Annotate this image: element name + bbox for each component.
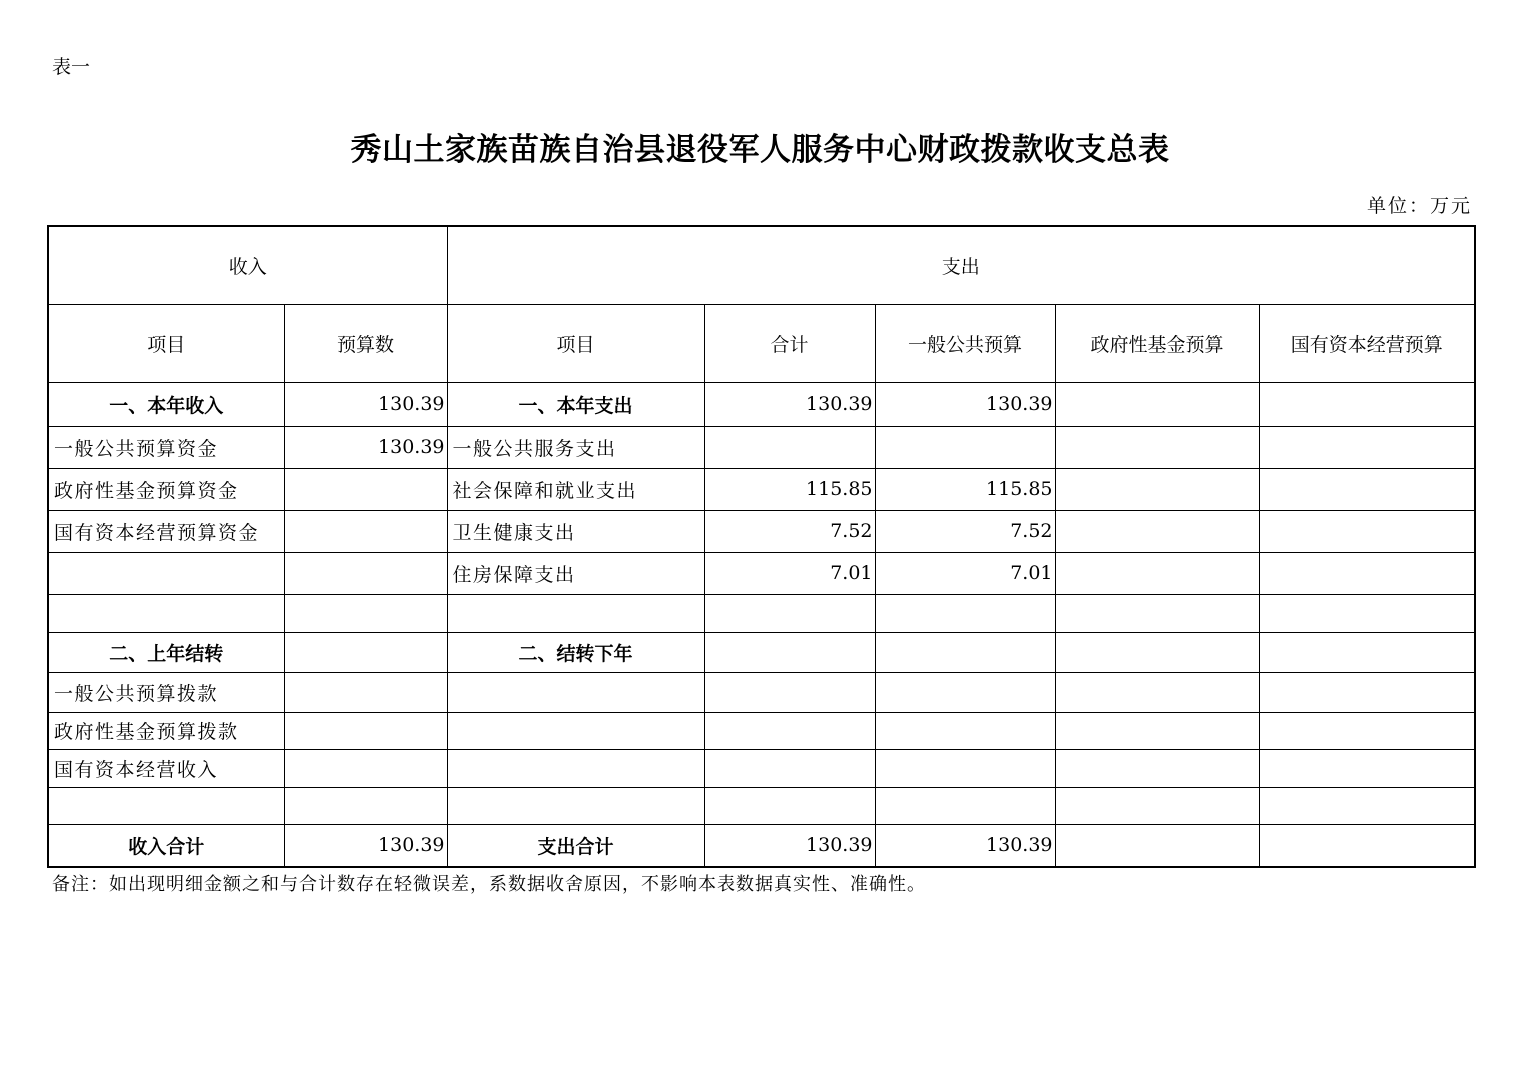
income-item-cell: 二、上年结转 <box>48 632 284 672</box>
column-header: 一般公共预算 <box>875 304 1055 382</box>
amount-cell: 7.01 <box>704 552 875 594</box>
income-item-cell: 一般公共预算拨款 <box>48 672 284 712</box>
amount-cell <box>284 787 447 824</box>
expense-group-header: 支出 <box>447 226 1475 304</box>
expense-item-cell: 二、结转下年 <box>447 632 704 672</box>
amount-cell <box>1055 594 1259 632</box>
table-row <box>48 672 1475 712</box>
amount-cell <box>1055 749 1259 787</box>
amount-cell <box>875 632 1055 672</box>
amount-cell <box>284 712 447 749</box>
amount-cell <box>1055 787 1259 824</box>
amount-cell <box>704 712 875 749</box>
income-item-cell: 收入合计 <box>48 824 284 867</box>
amount-cell: 130.39 <box>875 382 1055 426</box>
table-row <box>48 552 1475 594</box>
expense-item-cell: 住房保障支出 <box>447 552 704 594</box>
amount-cell: 130.39 <box>704 824 875 867</box>
column-header: 项目 <box>48 304 284 382</box>
table-row <box>48 594 1475 632</box>
amount-cell <box>875 672 1055 712</box>
income-group-header: 收入 <box>48 226 447 304</box>
amount-cell <box>1259 787 1475 824</box>
table-row <box>48 824 1475 867</box>
footnote: 备注：如出现明细金额之和与合计数存在轻微误差，系数据收舍原因，不影响本表数据真实性、准确性。 <box>52 874 926 895</box>
amount-cell <box>1259 594 1475 632</box>
amount-cell <box>875 787 1055 824</box>
expense-item-cell: 一般公共服务支出 <box>447 426 704 468</box>
amount-cell <box>704 787 875 824</box>
income-item-cell: 一、本年收入 <box>48 382 284 426</box>
income-item-cell: 一般公共预算资金 <box>48 426 284 468</box>
amount-cell <box>704 672 875 712</box>
amount-cell <box>284 632 447 672</box>
column-header: 合计 <box>704 304 875 382</box>
amount-cell: 115.85 <box>875 468 1055 510</box>
amount-cell <box>1259 468 1475 510</box>
amount-cell: 130.39 <box>284 426 447 468</box>
amount-cell: 7.01 <box>875 552 1055 594</box>
amount-cell: 115.85 <box>704 468 875 510</box>
income-item-cell: 政府性基金预算拨款 <box>48 712 284 749</box>
amount-cell <box>284 468 447 510</box>
amount-cell <box>875 594 1055 632</box>
amount-cell <box>875 749 1055 787</box>
amount-cell <box>1055 426 1259 468</box>
table-row <box>48 468 1475 510</box>
amount-cell <box>1055 552 1259 594</box>
amount-cell: 130.39 <box>284 382 447 426</box>
amount-cell <box>704 594 875 632</box>
amount-cell <box>1055 468 1259 510</box>
amount-cell <box>704 632 875 672</box>
expense-item-cell: 卫生健康支出 <box>447 510 704 552</box>
income-item-cell: 国有资本经营收入 <box>48 749 284 787</box>
amount-cell <box>704 426 875 468</box>
page-label: 表一 <box>52 56 91 78</box>
amount-cell <box>1055 712 1259 749</box>
amount-cell <box>1055 824 1259 867</box>
amount-cell <box>875 712 1055 749</box>
income-item-cell <box>48 787 284 824</box>
amount-cell <box>284 594 447 632</box>
amount-cell <box>1259 382 1475 426</box>
amount-cell <box>1259 426 1475 468</box>
amount-cell <box>1055 510 1259 552</box>
column-header: 预算数 <box>284 304 447 382</box>
amount-cell <box>1259 552 1475 594</box>
amount-cell <box>284 510 447 552</box>
amount-cell <box>284 749 447 787</box>
expense-item-cell <box>447 749 704 787</box>
expense-item-cell: 支出合计 <box>447 824 704 867</box>
amount-cell <box>284 672 447 712</box>
income-item-cell <box>48 594 284 632</box>
fiscal-summary-table <box>47 225 1476 868</box>
table-row <box>48 632 1475 672</box>
amount-cell: 130.39 <box>875 824 1055 867</box>
amount-cell <box>1259 672 1475 712</box>
table-row <box>48 426 1475 468</box>
expense-item-cell: 社会保障和就业支出 <box>447 468 704 510</box>
amount-cell <box>1259 510 1475 552</box>
table-row <box>48 749 1475 787</box>
table-row <box>48 382 1475 426</box>
amount-cell <box>1055 672 1259 712</box>
amount-cell <box>1055 382 1259 426</box>
amount-cell <box>1259 632 1475 672</box>
income-item-cell <box>48 552 284 594</box>
table-row <box>48 787 1475 824</box>
amount-cell <box>1259 712 1475 749</box>
amount-cell: 7.52 <box>875 510 1055 552</box>
income-item-cell: 国有资本经营预算资金 <box>48 510 284 552</box>
table-row <box>48 510 1475 552</box>
amount-cell <box>1259 749 1475 787</box>
column-header-row <box>48 304 1475 382</box>
income-item-cell: 政府性基金预算资金 <box>48 468 284 510</box>
group-header-row <box>48 226 1475 304</box>
expense-item-cell <box>447 787 704 824</box>
amount-cell <box>1055 632 1259 672</box>
amount-cell: 130.39 <box>284 824 447 867</box>
amount-cell: 130.39 <box>704 382 875 426</box>
expense-item-cell <box>447 712 704 749</box>
amount-cell <box>875 426 1055 468</box>
amount-cell: 7.52 <box>704 510 875 552</box>
table-row <box>48 712 1475 749</box>
unit-label: 单位：万元 <box>1366 195 1472 217</box>
column-header: 项目 <box>447 304 704 382</box>
column-header: 国有资本经营预算 <box>1259 304 1475 382</box>
expense-item-cell <box>447 672 704 712</box>
amount-cell <box>284 552 447 594</box>
page-title: 秀山土家族苗族自治县退役军人服务中心财政拨款收支总表 <box>350 132 1170 168</box>
column-header: 政府性基金预算 <box>1055 304 1259 382</box>
expense-item-cell <box>447 594 704 632</box>
amount-cell <box>704 749 875 787</box>
expense-item-cell: 一、本年支出 <box>447 382 704 426</box>
amount-cell <box>1259 824 1475 867</box>
